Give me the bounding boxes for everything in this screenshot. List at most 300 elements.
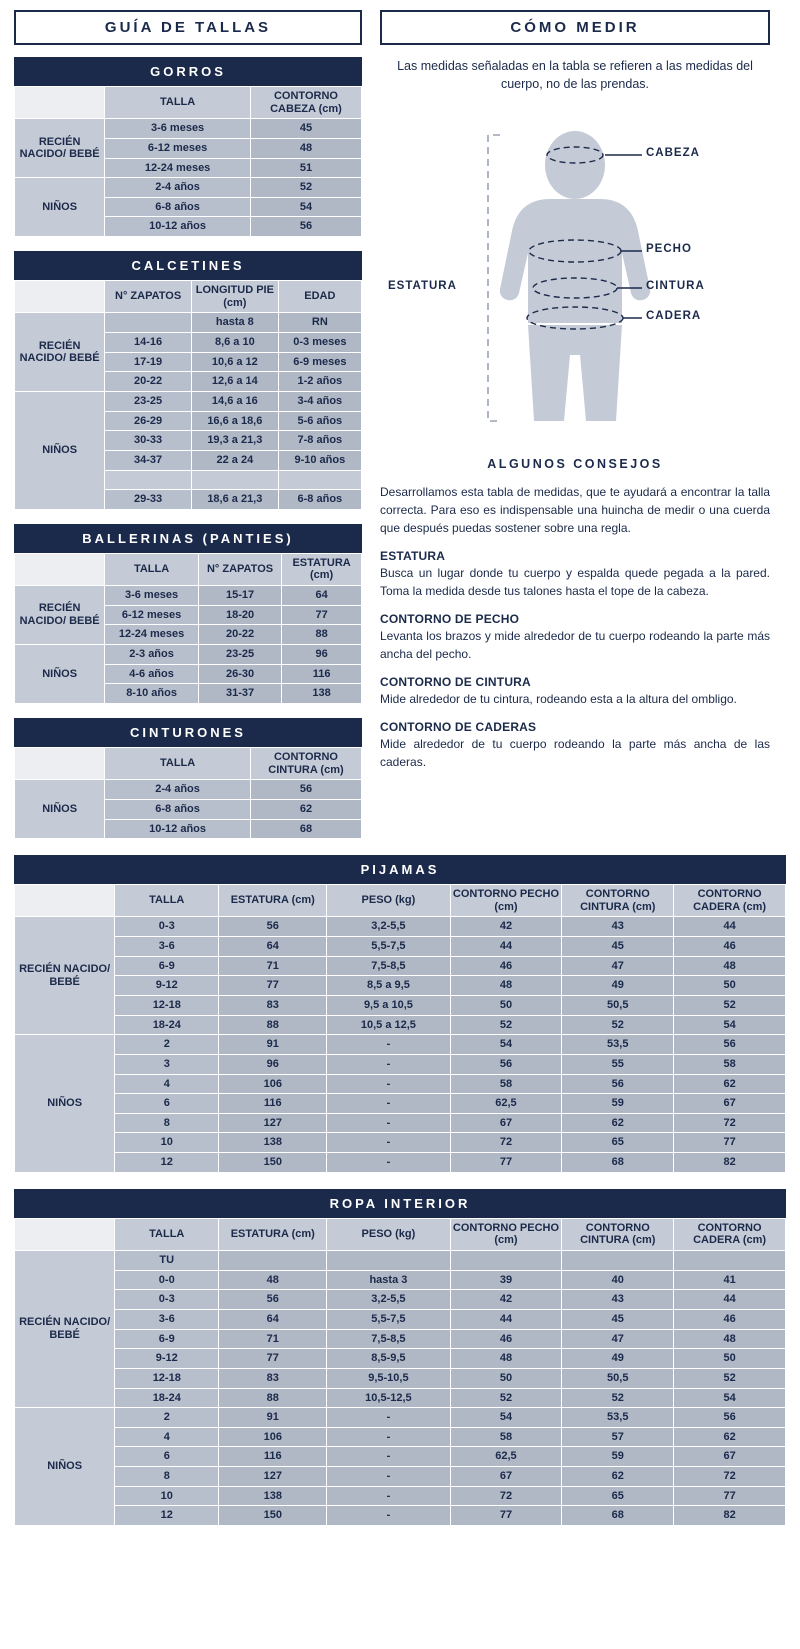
cell-cadera: 50 bbox=[674, 1349, 786, 1369]
table-row bbox=[15, 1035, 786, 1055]
cell-cadera: 62 bbox=[674, 1074, 786, 1094]
tip-title-cintura: CONTORNO DE CINTURA bbox=[380, 675, 531, 690]
cell-peso: 7,5-8,5 bbox=[327, 1329, 450, 1349]
col-header-contorno-cabeza: CONTORNO CABEZA (cm) bbox=[250, 87, 361, 119]
cell-pecho: 54 bbox=[450, 1035, 562, 1055]
table-header-row bbox=[15, 885, 786, 917]
col-header-longitud-pie: LONGITUD PIE (cm) bbox=[191, 281, 278, 313]
cell-cintura: 55 bbox=[562, 1054, 674, 1074]
cell-peso: 10,5-12,5 bbox=[327, 1388, 450, 1408]
col-header-estatura: ESTATURA (cm) bbox=[219, 885, 327, 917]
table-title-gorros: GORROS bbox=[14, 57, 362, 86]
cell-estatura: 88 bbox=[219, 1388, 327, 1408]
table-row bbox=[15, 956, 786, 976]
cell-pecho: 62,5 bbox=[450, 1447, 562, 1467]
cell-zapatos: 31-37 bbox=[198, 684, 281, 704]
page-title-guide: GUÍA DE TALLAS bbox=[14, 10, 362, 45]
cell-estatura: 150 bbox=[219, 1506, 327, 1526]
col-header-cintura: CONTORNO CINTURA (cm) bbox=[562, 1218, 674, 1250]
cell-peso: 9,5 a 10,5 bbox=[327, 995, 450, 1015]
col-header-zapatos: N° ZAPATOS bbox=[198, 553, 281, 585]
cell-zapatos: 29-33 bbox=[105, 490, 192, 510]
group-label-rn: RECIÉN NACIDO/ BEBÉ bbox=[15, 313, 105, 392]
cell-pecho: 67 bbox=[450, 1467, 562, 1487]
cell-zapatos: 23-25 bbox=[198, 645, 281, 665]
cell-estatura: 64 bbox=[219, 1309, 327, 1329]
group-label-ninos: NIÑOS bbox=[15, 1035, 115, 1172]
table-row bbox=[15, 1133, 786, 1153]
cell-pecho: 42 bbox=[450, 1290, 562, 1310]
cell-cintura: 56 bbox=[562, 1074, 674, 1094]
cell-peso: hasta 3 bbox=[327, 1270, 450, 1290]
cell-estatura: 138 bbox=[282, 684, 362, 704]
cell-talla: 8 bbox=[115, 1467, 219, 1487]
cell-cintura: 40 bbox=[562, 1270, 674, 1290]
col-header-talla: TALLA bbox=[105, 87, 251, 119]
ropa-interior-table bbox=[14, 1218, 786, 1526]
cell-pecho: 46 bbox=[450, 1329, 562, 1349]
cell-edad: 7-8 años bbox=[278, 431, 361, 451]
cell-cintura: 45 bbox=[562, 937, 674, 957]
cell-value: 45 bbox=[250, 119, 361, 139]
cell-peso: 7,5-8,5 bbox=[327, 956, 450, 976]
cell-cadera: 46 bbox=[674, 1309, 786, 1329]
cell-value: 54 bbox=[250, 197, 361, 217]
cell-talla: 6-8 años bbox=[105, 799, 251, 819]
cell-estatura: 77 bbox=[219, 1349, 327, 1369]
cell-talla: 6 bbox=[115, 1447, 219, 1467]
cell-talla: 12-18 bbox=[115, 995, 219, 1015]
cell-talla: 10 bbox=[115, 1133, 219, 1153]
table-row bbox=[15, 1015, 786, 1035]
page-title-howto: CÓMO MEDIR bbox=[380, 10, 770, 45]
cell-cadera: 77 bbox=[674, 1133, 786, 1153]
table-header-row bbox=[15, 1218, 786, 1250]
table-row bbox=[15, 1094, 786, 1114]
corner-cell bbox=[15, 885, 115, 917]
cell-estatura: 56 bbox=[219, 1290, 327, 1310]
cell-talla: 18-24 bbox=[115, 1015, 219, 1035]
cell-estatura: 138 bbox=[219, 1133, 327, 1153]
cell-estatura: 83 bbox=[219, 995, 327, 1015]
cell-cintura: 59 bbox=[562, 1447, 674, 1467]
figure-label-cabeza: CABEZA bbox=[646, 147, 700, 160]
table-row bbox=[15, 1427, 786, 1447]
cell-longitud: hasta 8 bbox=[191, 313, 278, 333]
table-row bbox=[15, 1349, 786, 1369]
cell-talla: 12 bbox=[115, 1153, 219, 1173]
table-ballerinas bbox=[14, 524, 362, 704]
col-header-peso: PESO (kg) bbox=[327, 1218, 450, 1250]
cell-zapatos: 23-25 bbox=[105, 391, 192, 411]
cell-peso: - bbox=[327, 1447, 450, 1467]
cell-cintura: 43 bbox=[562, 917, 674, 937]
cell-peso: 8,5-9,5 bbox=[327, 1349, 450, 1369]
cell-cintura: 50,5 bbox=[562, 995, 674, 1015]
corner-cell bbox=[15, 281, 105, 313]
tip-text-pecho: Levanta los brazos y mide alrededor de tu cuerpo rodeando la parte más ancha del pecho. bbox=[380, 629, 770, 662]
cell-cadera: 67 bbox=[674, 1447, 786, 1467]
cell-talla: 12-24 meses bbox=[105, 158, 251, 178]
cell-peso: - bbox=[327, 1113, 450, 1133]
cell-zapatos: 20-22 bbox=[198, 625, 281, 645]
cell-peso: 5,5-7,5 bbox=[327, 937, 450, 957]
cell-zapatos: 20-22 bbox=[105, 372, 192, 392]
tip-text-caderas: Mide alrededor de tu cuerpo rodeando la parte más ancha de las caderas. bbox=[380, 737, 770, 770]
cell-talla: 8-10 años bbox=[105, 684, 199, 704]
col-header-talla: TALLA bbox=[115, 885, 219, 917]
cell-talla: 12-18 bbox=[115, 1368, 219, 1388]
cell-longitud: 8,6 a 10 bbox=[191, 333, 278, 353]
cell-estatura: 71 bbox=[219, 1329, 327, 1349]
group-label-ninos: NIÑOS bbox=[15, 645, 105, 704]
figure-label-estatura: ESTATURA bbox=[388, 280, 457, 293]
table-calcetines bbox=[14, 251, 362, 510]
cell-zapatos: 14-16 bbox=[105, 333, 192, 353]
tip-text-cintura: Mide alrededor de tu cintura, rodeando esta a la altura del ombligo. bbox=[380, 692, 737, 707]
cell-estatura: 88 bbox=[219, 1015, 327, 1035]
cell-cintura bbox=[562, 1251, 674, 1271]
cell-edad: 0-3 meses bbox=[278, 333, 361, 353]
cell-zapatos: 30-33 bbox=[105, 431, 192, 451]
cell-cintura: 47 bbox=[562, 1329, 674, 1349]
cell-edad: 9-10 años bbox=[278, 450, 361, 470]
table-row bbox=[15, 1506, 786, 1526]
cell-talla: 10-12 años bbox=[105, 217, 251, 237]
cell-value: 51 bbox=[250, 158, 361, 178]
cell-peso: - bbox=[327, 1054, 450, 1074]
table-row bbox=[15, 976, 786, 996]
table-row bbox=[15, 1054, 786, 1074]
cell-talla: 2-3 años bbox=[105, 645, 199, 665]
cell-peso: - bbox=[327, 1074, 450, 1094]
cell-cadera: 56 bbox=[674, 1408, 786, 1428]
col-header-edad: EDAD bbox=[278, 281, 361, 313]
table-row bbox=[15, 1113, 786, 1133]
cell-talla: 0-0 bbox=[115, 1270, 219, 1290]
cell-edad: 6-8 años bbox=[278, 490, 361, 510]
table-row bbox=[15, 1153, 786, 1173]
cell-estatura: 48 bbox=[219, 1270, 327, 1290]
cell-talla: 3-6 meses bbox=[105, 119, 251, 139]
cell-edad: RN bbox=[278, 313, 361, 333]
cell-cintura: 43 bbox=[562, 1290, 674, 1310]
table-header-row bbox=[15, 281, 362, 313]
tip-title-estatura: ESTATURA bbox=[380, 549, 446, 564]
cell-cintura: 53,5 bbox=[562, 1035, 674, 1055]
cell-cintura: 62 bbox=[562, 1113, 674, 1133]
table-row bbox=[15, 1270, 786, 1290]
cell-value: 68 bbox=[250, 819, 361, 839]
cell-longitud: 22 a 24 bbox=[191, 450, 278, 470]
cell-peso: 3,2-5,5 bbox=[327, 1290, 450, 1310]
cell-estatura: 91 bbox=[219, 1408, 327, 1428]
tip-title-caderas: CONTORNO DE CADERAS bbox=[380, 720, 537, 735]
table-row bbox=[15, 1329, 786, 1349]
cell-cintura: 47 bbox=[562, 956, 674, 976]
cell-cintura: 62 bbox=[562, 1467, 674, 1487]
right-column bbox=[380, 10, 770, 783]
cell-cadera: 46 bbox=[674, 937, 786, 957]
cell-value: 52 bbox=[250, 178, 361, 198]
cell-talla: 2-4 años bbox=[105, 178, 251, 198]
col-header-talla: TALLA bbox=[105, 553, 199, 585]
cell-talla: TU bbox=[115, 1251, 219, 1271]
cell-value: 62 bbox=[250, 799, 361, 819]
cell-talla: 6-12 meses bbox=[105, 605, 199, 625]
table-title-pijamas: PIJAMAS bbox=[14, 855, 786, 884]
table-row bbox=[15, 1486, 786, 1506]
measurement-figure bbox=[380, 103, 770, 453]
group-label-ninos: NIÑOS bbox=[15, 780, 105, 839]
cell-talla: 18-24 bbox=[115, 1388, 219, 1408]
table-row bbox=[15, 1251, 786, 1271]
cell-zapatos: 15-17 bbox=[198, 586, 281, 606]
cell-estatura: 77 bbox=[282, 605, 362, 625]
cell-cadera: 50 bbox=[674, 976, 786, 996]
advice-title: ALGUNOS CONSEJOS bbox=[487, 457, 663, 472]
cell-cintura: 50,5 bbox=[562, 1368, 674, 1388]
cell-pecho: 77 bbox=[450, 1506, 562, 1526]
cell-talla: 12 bbox=[115, 1506, 219, 1526]
cell-pecho bbox=[450, 1251, 562, 1271]
col-header-pecho: CONTORNO PECHO (cm) bbox=[450, 885, 562, 917]
cell-cintura: 49 bbox=[562, 976, 674, 996]
cell-estatura: 127 bbox=[219, 1467, 327, 1487]
cell-cadera: 54 bbox=[674, 1015, 786, 1035]
col-header-cadera: CONTORNO CADERA (cm) bbox=[674, 885, 786, 917]
cell-pecho: 48 bbox=[450, 1349, 562, 1369]
cell-cadera: 82 bbox=[674, 1153, 786, 1173]
cinturones-table bbox=[14, 747, 362, 839]
figure-label-cadera: CADERA bbox=[646, 310, 702, 323]
cell-cadera: 44 bbox=[674, 917, 786, 937]
cell-cadera: 62 bbox=[674, 1427, 786, 1447]
table-row bbox=[15, 586, 362, 606]
group-label-rn: RECIÉN NACIDO/ BEBÉ bbox=[15, 119, 105, 178]
table-row bbox=[15, 1074, 786, 1094]
cell-peso: 9,5-10,5 bbox=[327, 1368, 450, 1388]
cell-estatura: 88 bbox=[282, 625, 362, 645]
cell-pecho: 48 bbox=[450, 976, 562, 996]
cell-estatura: 116 bbox=[219, 1094, 327, 1114]
cell-peso: 5,5-7,5 bbox=[327, 1309, 450, 1329]
howto-intro: Las medidas señaladas en la tabla se refieren a las medidas del cuerpo, no de las prendas. bbox=[397, 59, 753, 92]
cell-pecho: 58 bbox=[450, 1427, 562, 1447]
table-row bbox=[15, 1368, 786, 1388]
col-header-pecho: CONTORNO PECHO (cm) bbox=[450, 1218, 562, 1250]
cell-pecho: 77 bbox=[450, 1153, 562, 1173]
cell-cadera: 72 bbox=[674, 1467, 786, 1487]
tip-title-pecho: CONTORNO DE PECHO bbox=[380, 612, 520, 627]
cell-talla: 12-24 meses bbox=[105, 625, 199, 645]
cell-pecho: 50 bbox=[450, 995, 562, 1015]
cell-talla: 2-4 años bbox=[105, 780, 251, 800]
cell-cadera: 48 bbox=[674, 1329, 786, 1349]
table-row bbox=[15, 645, 362, 665]
cell-cintura: 52 bbox=[562, 1388, 674, 1408]
cell-talla: 0-3 bbox=[115, 917, 219, 937]
cell-cintura: 57 bbox=[562, 1427, 674, 1447]
cell-talla: 9-12 bbox=[115, 976, 219, 996]
cell-cadera: 67 bbox=[674, 1094, 786, 1114]
table-row bbox=[15, 937, 786, 957]
cell-edad: 3-4 años bbox=[278, 391, 361, 411]
cell-talla: 6 bbox=[115, 1094, 219, 1114]
cell-estatura: 91 bbox=[219, 1035, 327, 1055]
cell-talla: 2 bbox=[115, 1035, 219, 1055]
cell-cintura: 65 bbox=[562, 1133, 674, 1153]
table-header-row bbox=[15, 553, 362, 585]
cell-estatura: 96 bbox=[282, 645, 362, 665]
col-header-zapatos: N° ZAPATOS bbox=[105, 281, 192, 313]
cell-talla: 3-6 bbox=[115, 937, 219, 957]
cell-cintura: 68 bbox=[562, 1153, 674, 1173]
group-label-rn: RECIÉN NACIDO/ BEBÉ bbox=[15, 917, 115, 1035]
body-diagram-svg bbox=[380, 103, 770, 453]
cell-pecho: 52 bbox=[450, 1015, 562, 1035]
table-row bbox=[15, 1388, 786, 1408]
cell-longitud: 18,6 a 21,3 bbox=[191, 490, 278, 510]
cell-cadera: 82 bbox=[674, 1506, 786, 1526]
cell-peso: 3,2-5,5 bbox=[327, 917, 450, 937]
cell-cintura: 52 bbox=[562, 1015, 674, 1035]
col-header-peso: PESO (kg) bbox=[327, 885, 450, 917]
cell-estatura bbox=[219, 1251, 327, 1271]
table-cinturones bbox=[14, 718, 362, 839]
table-row bbox=[15, 1408, 786, 1428]
cell-estatura: 150 bbox=[219, 1153, 327, 1173]
cell-pecho: 50 bbox=[450, 1368, 562, 1388]
gorros-table bbox=[14, 86, 362, 237]
left-column bbox=[14, 10, 362, 839]
group-label-rn: RECIÉN NACIDO/ BEBÉ bbox=[15, 586, 105, 645]
cell-zapatos: 18-20 bbox=[198, 605, 281, 625]
table-header-row bbox=[15, 87, 362, 119]
cell-talla: 6-9 bbox=[115, 1329, 219, 1349]
cell-peso: - bbox=[327, 1153, 450, 1173]
cell-talla: 10 bbox=[115, 1486, 219, 1506]
cell-cadera bbox=[674, 1251, 786, 1271]
figure-label-cintura: CINTURA bbox=[646, 280, 705, 293]
table-row bbox=[15, 391, 362, 411]
table-gorros bbox=[14, 57, 362, 237]
cell-peso: - bbox=[327, 1035, 450, 1055]
cell-longitud: 19,3 a 21,3 bbox=[191, 431, 278, 451]
col-header-cintura: CONTORNO CINTURA (cm) bbox=[562, 885, 674, 917]
cell-pecho: 42 bbox=[450, 917, 562, 937]
corner-cell bbox=[15, 553, 105, 585]
cell-peso: - bbox=[327, 1486, 450, 1506]
cell-cadera: 54 bbox=[674, 1388, 786, 1408]
calcetines-table bbox=[14, 280, 362, 510]
cell-estatura: 56 bbox=[219, 917, 327, 937]
table-pijamas bbox=[14, 855, 786, 1173]
cell-talla: 3-6 bbox=[115, 1309, 219, 1329]
table-row bbox=[15, 780, 362, 800]
cell-estatura: 138 bbox=[219, 1486, 327, 1506]
cell-estatura: 83 bbox=[219, 1368, 327, 1388]
table-ropa-interior bbox=[14, 1189, 786, 1526]
table-row bbox=[15, 1467, 786, 1487]
table-title-cinturones: CINTURONES bbox=[14, 718, 362, 747]
col-header-estatura: ESTATURA (cm) bbox=[219, 1218, 327, 1250]
cell-cadera: 41 bbox=[674, 1270, 786, 1290]
top-section bbox=[14, 10, 786, 839]
cell-empty bbox=[278, 470, 361, 490]
cell-cintura: 65 bbox=[562, 1486, 674, 1506]
cell-talla: 3-6 meses bbox=[105, 586, 199, 606]
cell-cintura: 45 bbox=[562, 1309, 674, 1329]
cell-zapatos bbox=[105, 313, 192, 333]
cell-zapatos: 17-19 bbox=[105, 352, 192, 372]
table-title-ropa-interior: ROPA INTERIOR bbox=[14, 1189, 786, 1218]
cell-pecho: 56 bbox=[450, 1054, 562, 1074]
cell-cadera: 58 bbox=[674, 1054, 786, 1074]
cell-estatura: 71 bbox=[219, 956, 327, 976]
ballerinas-table bbox=[14, 553, 362, 704]
figure-label-pecho: PECHO bbox=[646, 243, 692, 256]
cell-empty bbox=[105, 470, 192, 490]
cell-talla: 4 bbox=[115, 1074, 219, 1094]
cell-estatura: 96 bbox=[219, 1054, 327, 1074]
cell-edad: 5-6 años bbox=[278, 411, 361, 431]
cell-talla: 6-9 bbox=[115, 956, 219, 976]
cell-edad: 1-2 años bbox=[278, 372, 361, 392]
cell-cadera: 44 bbox=[674, 1290, 786, 1310]
group-label-ninos: NIÑOS bbox=[15, 178, 105, 237]
corner-cell bbox=[15, 87, 105, 119]
cell-pecho: 46 bbox=[450, 956, 562, 976]
cell-peso: - bbox=[327, 1467, 450, 1487]
cell-talla: 4-6 años bbox=[105, 664, 199, 684]
table-row bbox=[15, 1447, 786, 1467]
cell-peso: - bbox=[327, 1408, 450, 1428]
cell-estatura: 64 bbox=[282, 586, 362, 606]
cell-zapatos: 34-37 bbox=[105, 450, 192, 470]
cell-pecho: 54 bbox=[450, 1408, 562, 1428]
cell-talla: 2 bbox=[115, 1408, 219, 1428]
table-row bbox=[15, 313, 362, 333]
cell-pecho: 58 bbox=[450, 1074, 562, 1094]
cell-pecho: 44 bbox=[450, 1309, 562, 1329]
cell-cintura: 59 bbox=[562, 1094, 674, 1114]
cell-value: 56 bbox=[250, 217, 361, 237]
group-label-rn: RECIÉN NACIDO/ BEBÉ bbox=[15, 1251, 115, 1408]
col-header-estatura: ESTATURA (cm) bbox=[282, 553, 362, 585]
cell-pecho: 62,5 bbox=[450, 1094, 562, 1114]
cell-peso: 10,5 a 12,5 bbox=[327, 1015, 450, 1035]
table-row bbox=[15, 917, 786, 937]
cell-pecho: 72 bbox=[450, 1486, 562, 1506]
cell-edad: 6-9 meses bbox=[278, 352, 361, 372]
cell-peso: - bbox=[327, 1506, 450, 1526]
cell-cintura: 68 bbox=[562, 1506, 674, 1526]
cell-longitud: 16,6 a 18,6 bbox=[191, 411, 278, 431]
cell-pecho: 67 bbox=[450, 1113, 562, 1133]
table-row bbox=[15, 995, 786, 1015]
cell-value: 56 bbox=[250, 780, 361, 800]
cell-longitud: 10,6 a 12 bbox=[191, 352, 278, 372]
cell-pecho: 72 bbox=[450, 1133, 562, 1153]
cell-estatura: 106 bbox=[219, 1427, 327, 1447]
cell-pecho: 44 bbox=[450, 937, 562, 957]
cell-peso: - bbox=[327, 1427, 450, 1447]
table-title-calcetines: CALCETINES bbox=[14, 251, 362, 280]
group-label-ninos: NIÑOS bbox=[15, 391, 105, 509]
cell-peso: 8,5 a 9,5 bbox=[327, 976, 450, 996]
cell-estatura: 127 bbox=[219, 1113, 327, 1133]
